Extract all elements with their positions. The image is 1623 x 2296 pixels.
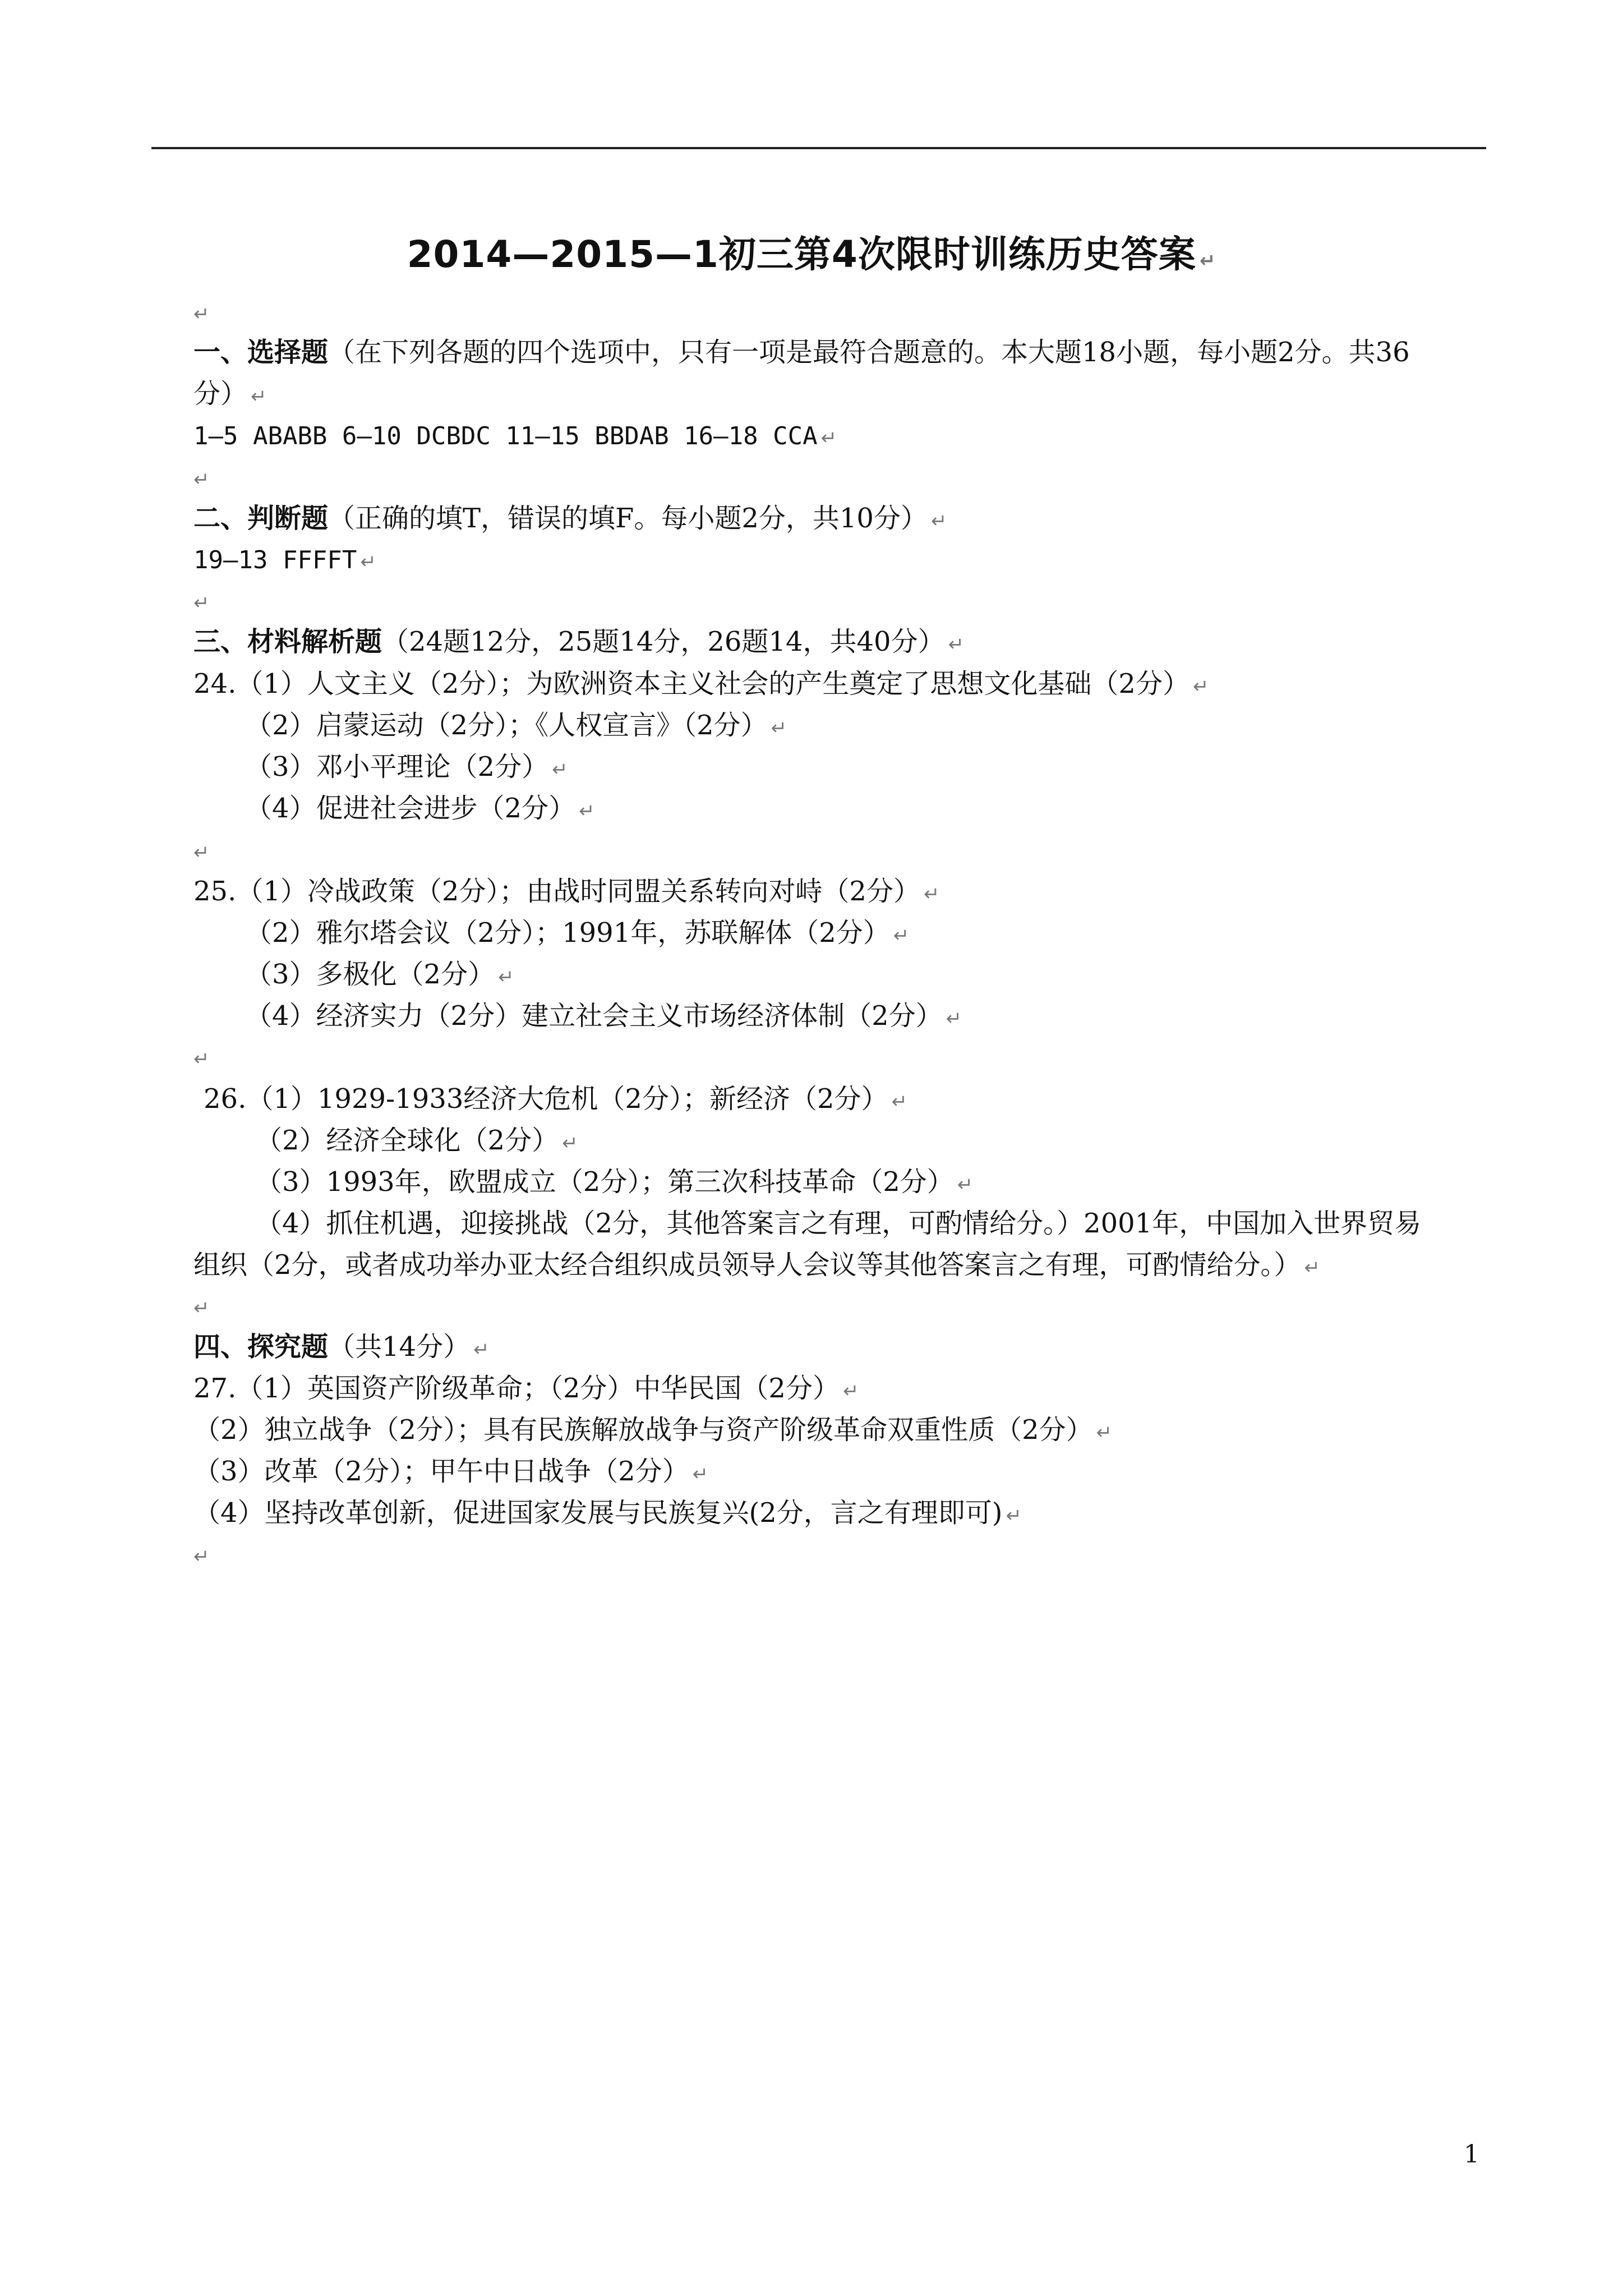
section4-heading: 四、探究题: [193, 1331, 329, 1363]
title-text: 2014—2015—1初三第4次限时训练历史答案: [407, 233, 1196, 276]
paragraph-mark: ↵: [930, 510, 947, 532]
paragraph-mark: ↵: [360, 551, 376, 573]
q27-answer-2: [193, 1412, 1112, 1451]
answer-text: 24.（1）人文主义（2分）；为欧洲资本主义社会的产生奠定了思想文化基础（2分）: [193, 668, 1189, 700]
section2-desc: （正确的填T，错误的填F。每小题2分，共10分）: [328, 503, 928, 534]
section1-heading: 一、选择题: [193, 337, 329, 368]
answer-text: 组织（2分，或者成功举办亚太经合组织成员领导人会议等其他答案言之有理，可酌情给分。）: [193, 1249, 1301, 1281]
q24-answer-2: [245, 707, 787, 746]
paragraph-mark: ↵: [771, 717, 787, 739]
section2-answers-text: 19—13 FFFFT: [193, 546, 357, 574]
q24-answer-4: [245, 790, 595, 829]
paragraph-mark: ↵: [498, 966, 514, 988]
section1-heading-line: [193, 334, 1410, 370]
answer-text: 25.（1）冷战政策（2分）；由战时同盟关系转向对峙（2分）: [193, 876, 920, 907]
paragraph-mark: ↵: [1199, 250, 1216, 272]
section2-heading-line: [193, 500, 947, 539]
section2-answers: [193, 542, 376, 580]
paragraph-mark: ↵: [893, 924, 910, 947]
answer-text: 27.（1）英国资产阶级革命；（2分）中华民国（2分）: [193, 1373, 840, 1404]
paragraph-mark: ↵: [193, 1545, 210, 1568]
paragraph-mark: ↵: [957, 1174, 974, 1196]
q25-answer-2: [245, 915, 909, 954]
paragraph-mark: ↵: [948, 633, 965, 656]
paragraph-mark: ↵: [193, 841, 210, 864]
paragraph-mark: ↵: [923, 883, 940, 905]
page-number: 1: [1464, 2140, 1479, 2169]
paragraph-mark: ↵: [193, 1297, 210, 1319]
paragraph-mark: ↵: [251, 385, 267, 408]
section2-heading: 二、判断题: [193, 503, 329, 534]
section4-heading-line: [193, 1329, 490, 1368]
paragraph-mark: ↵: [193, 468, 210, 491]
section3-heading: 三、材料解析题: [193, 626, 382, 657]
paragraph-mark: ↵: [552, 758, 568, 781]
paragraph-mark: ↵: [1192, 675, 1209, 698]
paragraph-mark: ↵: [562, 1132, 578, 1154]
paragraph-mark: ↵: [473, 1338, 490, 1361]
answer-text: （3）多极化（2分）: [245, 959, 495, 990]
q26-answer-3: [255, 1164, 973, 1203]
answer-text: （4）坚持改革创新，促进国家发展与民族复兴(2分，言之有理即可): [193, 1497, 1003, 1529]
answer-text: （3）邓小平理论（2分）: [245, 751, 549, 783]
paragraph-mark: ↵: [193, 303, 210, 325]
section3-desc: （24题12分，25题14分，26题14，共40分）: [382, 626, 945, 657]
paragraph-mark: ↵: [193, 592, 210, 614]
answer-text: （3）改革（2分）；甲午中日战争（2分）: [193, 1456, 689, 1487]
section1-answers: [193, 418, 837, 456]
paragraph-mark: ↵: [692, 1463, 709, 1485]
q27-answer-4: [193, 1495, 1022, 1534]
q25-answer-4: [245, 998, 962, 1037]
answer-text: 26.（1）1929-1933经济大危机（2分）；新经济（2分）: [204, 1083, 888, 1115]
q27-answer-3: [193, 1453, 708, 1492]
section3-heading-line: [193, 624, 964, 662]
header-rule: [151, 147, 1486, 149]
q26-answer-4: [255, 1205, 1421, 1241]
paragraph-mark: ↵: [1006, 1504, 1022, 1527]
answer-text: （2）经济全球化（2分）: [255, 1125, 559, 1156]
paragraph-mark: ↵: [1096, 1421, 1113, 1444]
section4-desc: （共14分）: [328, 1331, 471, 1363]
document-title: [0, 224, 1623, 278]
section1-desc-continued: [193, 376, 267, 415]
paragraph-mark: ↵: [193, 1048, 210, 1070]
paragraph-mark: ↵: [579, 800, 595, 822]
section1-desc-line2: 分）: [193, 378, 248, 409]
q26-answer-1: [204, 1081, 907, 1120]
paragraph-mark: ↵: [1304, 1257, 1321, 1279]
answer-text: （4）促进社会进步（2分）: [245, 793, 576, 824]
q25-answer-1: [193, 873, 939, 912]
paragraph-mark: ↵: [946, 1007, 962, 1030]
paragraph-mark: ↵: [820, 427, 837, 449]
q27-answer-1: [193, 1370, 859, 1409]
answer-text: （2）启蒙运动（2分）；《人权宣言》（2分）: [245, 710, 768, 741]
answer-text: （2）独立战争（2分）；具有民族解放战争与资产阶级革命双重性质（2分）: [193, 1414, 1093, 1446]
answer-text: （3）1993年，欧盟成立（2分）；第三次科技革命（2分）: [255, 1166, 954, 1198]
q25-answer-3: [245, 956, 514, 995]
q24-answer-1: [193, 666, 1209, 705]
paragraph-mark: ↵: [891, 1091, 907, 1113]
answer-text: （4）抓住机遇，迎接挑战（2分，其他答案言之有理，可酌情给分。）2001年，中国加入世界贸易: [255, 1208, 1422, 1239]
q24-answer-3: [245, 749, 568, 788]
answer-text: （4）经济实力（2分）建立社会主义市场经济体制（2分）: [245, 1000, 943, 1032]
section1-desc: （在下列各题的四个选项中，只有一项是最符合题意的。本大题18小题，每小题2分。共36: [328, 337, 1410, 368]
answer-text: （2）雅尔塔会议（2分）；1991年，苏联解体（2分）: [245, 917, 890, 949]
paragraph-mark: ↵: [842, 1380, 859, 1402]
q26-answer-2: [255, 1122, 578, 1161]
q26-answer-4-continued: [193, 1247, 1320, 1286]
section1-answers-text: 1—5 ABABB 6—10 DCBDC 11—15 BBDAB 16—18 CCA: [193, 422, 818, 450]
